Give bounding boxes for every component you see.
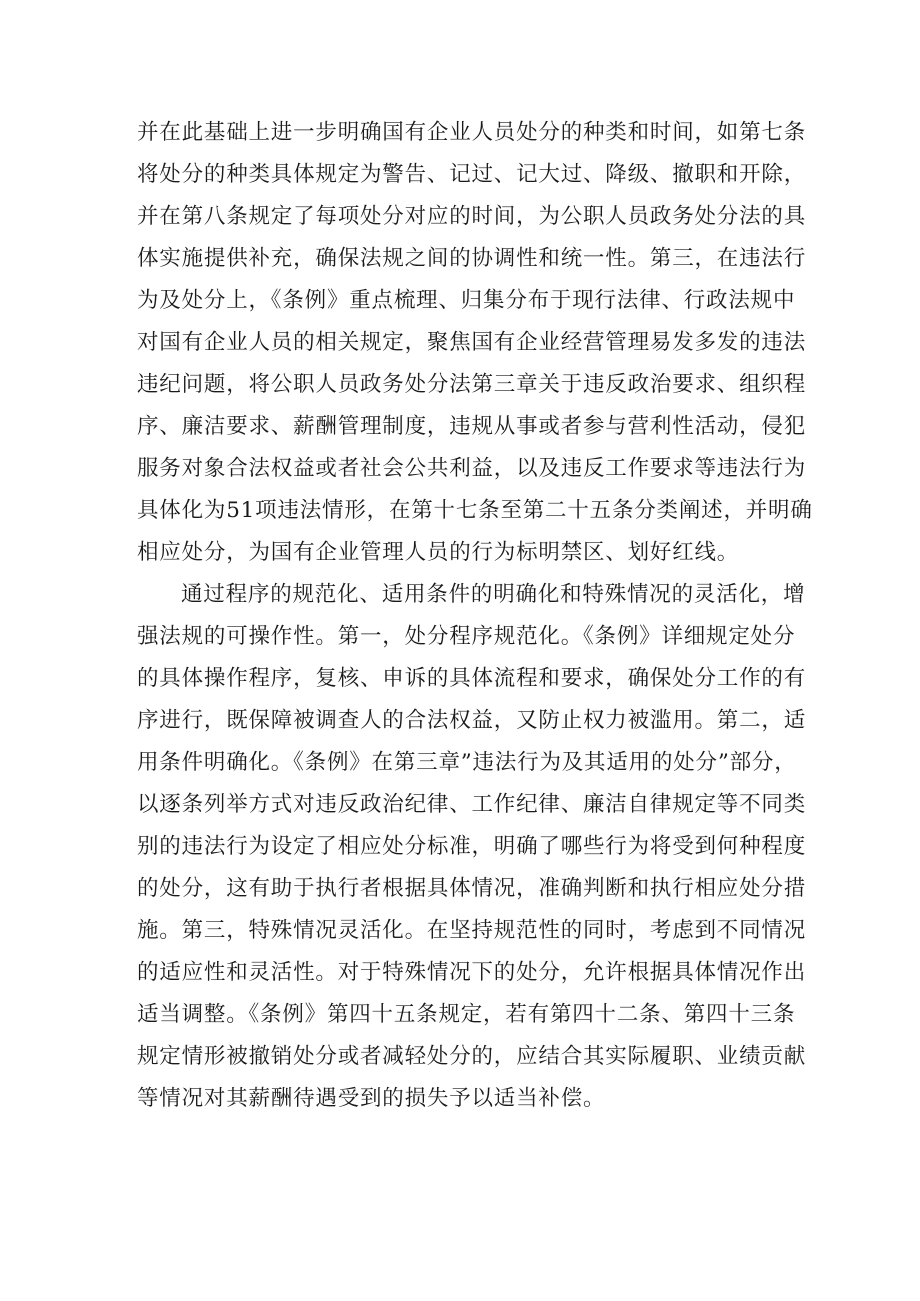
paragraph-1 — [137, 112, 813, 574]
paragraph-line: 的具体操作程序，复核、申诉的具体流程和要求，确保处分工作的有 — [137, 666, 807, 691]
paragraph-line: 具体化为51项违法情形，在第十七条至第二十五条分类阐述，并明确 — [137, 498, 813, 523]
paragraph-line: 强法规的可操作性。第一，处分程序规范化。《条例》详细规定处分 — [137, 624, 796, 649]
paragraph-line: 为及处分上，《条例》重点梳理、归集分布于现行法律、行政法规中 — [137, 288, 796, 313]
document-body — [137, 112, 813, 1120]
paragraph-line: 服务对象合法权益或者社会公共利益，以及违反工作要求等违法行为 — [137, 456, 807, 481]
paragraph-first-line: 通过程序的规范化、适用条件的明确化和特殊情况的灵活化，增 — [181, 582, 806, 607]
paragraph-line: 相应处分，为国有企业管理人员的行为标明禁区、划好红线。 — [137, 540, 740, 565]
paragraph-line: 违纪问题，将公职人员政务处分法第三章关于违反政治要求、组织程 — [137, 372, 807, 397]
paragraph-line: 并在第八条规定了每项处分对应的时间，为公职人员政务处分法的具 — [137, 204, 807, 229]
paragraph-line: 规定情形被撤销处分或者减轻处分的，应结合其实际履职、业绩贡献 — [137, 1044, 807, 1069]
paragraph-line: 并在此基础上进一步明确国有企业人员处分的种类和时间，如第七条 — [137, 120, 807, 145]
paragraph-line: 体实施提供补充，确保法规之间的协调性和统一性。第三，在违法行 — [137, 246, 807, 271]
paragraph-line: 序进行，既保障被调查人的合法权益，又防止权力被滥用。第二，适 — [137, 708, 807, 733]
paragraph-line: 将处分的种类具体规定为警告、记过、记大过、降级、撤职和开除， — [137, 162, 807, 187]
paragraph-line: 对国有企业人员的相关规定，聚焦国有企业经营管理易发多发的违法 — [137, 330, 807, 355]
paragraph-line: 以逐条列举方式对违反政治纪律、工作纪律、廉洁自律规定等不同类 — [137, 792, 807, 817]
paragraph-line: 序、廉洁要求、薪酬管理制度，违规从事或者参与营利性活动，侵犯 — [137, 414, 807, 439]
paragraph-line: 别的违法行为设定了相应处分标准，明确了哪些行为将受到何种程度 — [137, 834, 807, 859]
paragraph-line: 适当调整。《条例》第四十五条规定，若有第四十二条、第四十三条 — [137, 1002, 796, 1027]
paragraph-line: 的处分，这有助于执行者根据具体情况，准确判断和执行相应处分措 — [137, 876, 807, 901]
paragraph-line: 等情况对其薪酬待遇受到的损失予以适当补偿。 — [137, 1086, 606, 1111]
paragraph-line: 的适应性和灵活性。对于特殊情况下的处分，允许根据具体情况作出 — [137, 960, 807, 985]
paragraph-line: 施。第三，特殊情况灵活化。在坚持规范性的同时，考虑到不同情况 — [137, 918, 807, 943]
paragraph-line: 用条件明确化。《条例》在第三章”违法行为及其适用的处分”部分， — [137, 750, 797, 775]
paragraph-2 — [137, 574, 807, 1120]
